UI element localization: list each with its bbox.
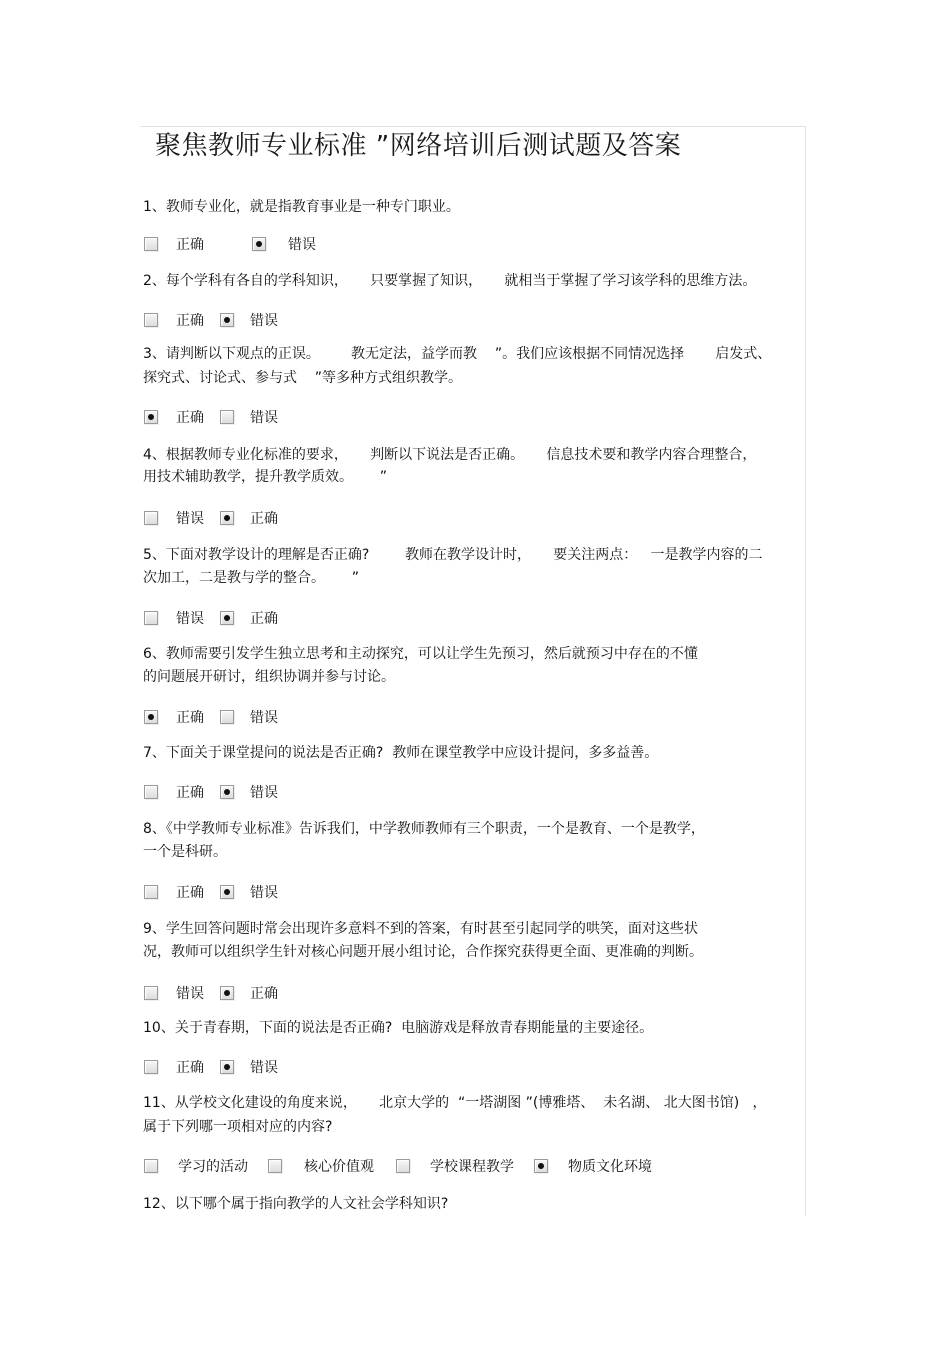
option-label[interactable]: 错误 xyxy=(176,986,204,1002)
answer-options xyxy=(144,781,288,803)
radio-button-selected[interactable] xyxy=(220,785,234,799)
option-label[interactable]: 正确 xyxy=(176,313,204,329)
radio-button[interactable] xyxy=(144,1060,158,1074)
option-label[interactable]: 正确 xyxy=(250,611,278,627)
option-label[interactable]: 学校课程教学 xyxy=(430,1159,514,1175)
question-text: 5、下面对教学设计的理解是否正确? 教师在教学设计时， 要关注两点： 一是教学内容的二 xyxy=(143,547,763,563)
radio-button-selected[interactable] xyxy=(220,313,234,327)
radio-button-selected[interactable] xyxy=(220,885,234,899)
answer-options xyxy=(144,309,288,331)
option-label[interactable]: 错误 xyxy=(250,1060,278,1076)
answer-options xyxy=(144,982,288,1004)
question-text-continued: 探究式、讨论式、参与式 ”等多种方式组织教学。 xyxy=(143,370,463,386)
answer-options xyxy=(144,406,288,428)
option-label[interactable]: 错误 xyxy=(250,885,278,901)
option-label[interactable]: 正确 xyxy=(176,785,204,801)
option-label[interactable]: 正确 xyxy=(176,237,204,253)
question-text: 3、请判断以下观点的正误。 教无定法，益学而教 ”。我们应该根据不同情况选择 启发式、 xyxy=(143,346,772,362)
option-label[interactable]: 物质文化环境 xyxy=(568,1159,652,1175)
answer-options xyxy=(144,1056,288,1078)
radio-button[interactable] xyxy=(144,611,158,625)
option-label[interactable]: 错误 xyxy=(250,313,278,329)
question-text-continued: 况，教师可以组织学生针对核心问题开展小组讨论，合作探究获得更全面、更准确的判断。 xyxy=(143,944,703,960)
page-title: 聚焦教师专业标准 ”网络培训后测试题及答案 xyxy=(155,131,682,161)
answer-options xyxy=(144,507,288,529)
option-label[interactable]: 正确 xyxy=(176,410,204,426)
radio-button-selected[interactable] xyxy=(144,710,158,724)
option-label[interactable]: 正确 xyxy=(176,1060,204,1076)
radio-button[interactable] xyxy=(268,1159,282,1173)
option-label[interactable]: 正确 xyxy=(176,710,204,726)
option-label[interactable]: 错误 xyxy=(176,511,204,527)
question-text-continued: 一个是科研。 xyxy=(143,844,227,860)
option-label[interactable]: 错误 xyxy=(250,785,278,801)
question-text-continued: 属于下列哪一项相对应的内容? xyxy=(143,1119,333,1135)
radio-button[interactable] xyxy=(396,1159,410,1173)
answer-options xyxy=(144,233,326,255)
option-label[interactable]: 错误 xyxy=(250,410,278,426)
question-text-continued: 用技术辅助教学，提升教学质效。 ” xyxy=(143,469,387,485)
radio-button[interactable] xyxy=(144,885,158,899)
radio-button-selected[interactable] xyxy=(220,611,234,625)
question-text: 6、教师需要引发学生独立思考和主动探究，可以让学生先预习，然后就预习中存在的不懂 xyxy=(143,646,698,662)
answer-options xyxy=(144,607,288,629)
radio-button[interactable] xyxy=(144,1159,158,1173)
question-text: 12、以下哪个属于指向教学的人文社会学科知识? xyxy=(143,1196,449,1212)
question-text: 7、下面关于课堂提问的说法是否正确? 教师在课堂教学中应设计提问，多多益善。 xyxy=(143,745,659,761)
radio-button-selected[interactable] xyxy=(144,410,158,424)
answer-options xyxy=(144,1155,662,1177)
radio-button-selected[interactable] xyxy=(220,511,234,525)
option-label[interactable]: 正确 xyxy=(176,885,204,901)
question-text: 1、教师专业化，就是指教育事业是一种专门职业。 xyxy=(143,199,460,215)
option-label[interactable]: 核心价值观 xyxy=(304,1159,374,1175)
answer-options xyxy=(144,881,288,903)
question-text: 9、学生回答问题时常会出现许多意料不到的答案，有时甚至引起同学的哄笑，面对这些状 xyxy=(143,921,698,937)
radio-button[interactable] xyxy=(144,237,158,251)
radio-button[interactable] xyxy=(144,511,158,525)
option-label[interactable]: 正确 xyxy=(250,986,278,1002)
radio-button[interactable] xyxy=(144,986,158,1000)
radio-button[interactable] xyxy=(144,313,158,327)
radio-button-selected[interactable] xyxy=(220,1060,234,1074)
question-text: 10、关于青春期，下面的说法是否正确? 电脑游戏是释放青春期能量的主要途径。 xyxy=(143,1020,654,1036)
answer-options xyxy=(144,706,288,728)
question-text-continued: 次加工，二是教与学的整合。 ” xyxy=(143,570,359,586)
radio-button[interactable] xyxy=(220,410,234,424)
radio-button-selected[interactable] xyxy=(252,237,266,251)
option-label[interactable]: 学习的活动 xyxy=(178,1159,248,1175)
radio-button-selected[interactable] xyxy=(220,986,234,1000)
question-text-continued: 的问题展开研讨，组织协调并参与讨论。 xyxy=(143,669,395,685)
question-text: 2、每个学科有各自的学科知识， 只要掌握了知识， 就相当于掌握了学习该学科的思维方法。 xyxy=(143,273,757,289)
option-label[interactable]: 错误 xyxy=(250,710,278,726)
question-text: 8、《中学教师专业标准》告诉我们，中学教师教师有三个职责，一个是教育、一个是教学， xyxy=(143,821,705,837)
option-label[interactable]: 错误 xyxy=(176,611,204,627)
radio-button[interactable] xyxy=(144,785,158,799)
radio-button[interactable] xyxy=(220,710,234,724)
radio-button-selected[interactable] xyxy=(534,1159,548,1173)
question-text: 11、从学校文化建设的角度来说， 北京大学的 “一塔湖图 ”(博雅塔、 未名湖、 北大图书馆) ， xyxy=(143,1095,767,1111)
question-text: 4、根据教师专业化标准的要求， 判断以下说法是否正确。 信息技术要和教学内容合理整合， xyxy=(143,447,757,463)
option-label[interactable]: 错误 xyxy=(288,237,316,253)
option-label[interactable]: 正确 xyxy=(250,511,278,527)
